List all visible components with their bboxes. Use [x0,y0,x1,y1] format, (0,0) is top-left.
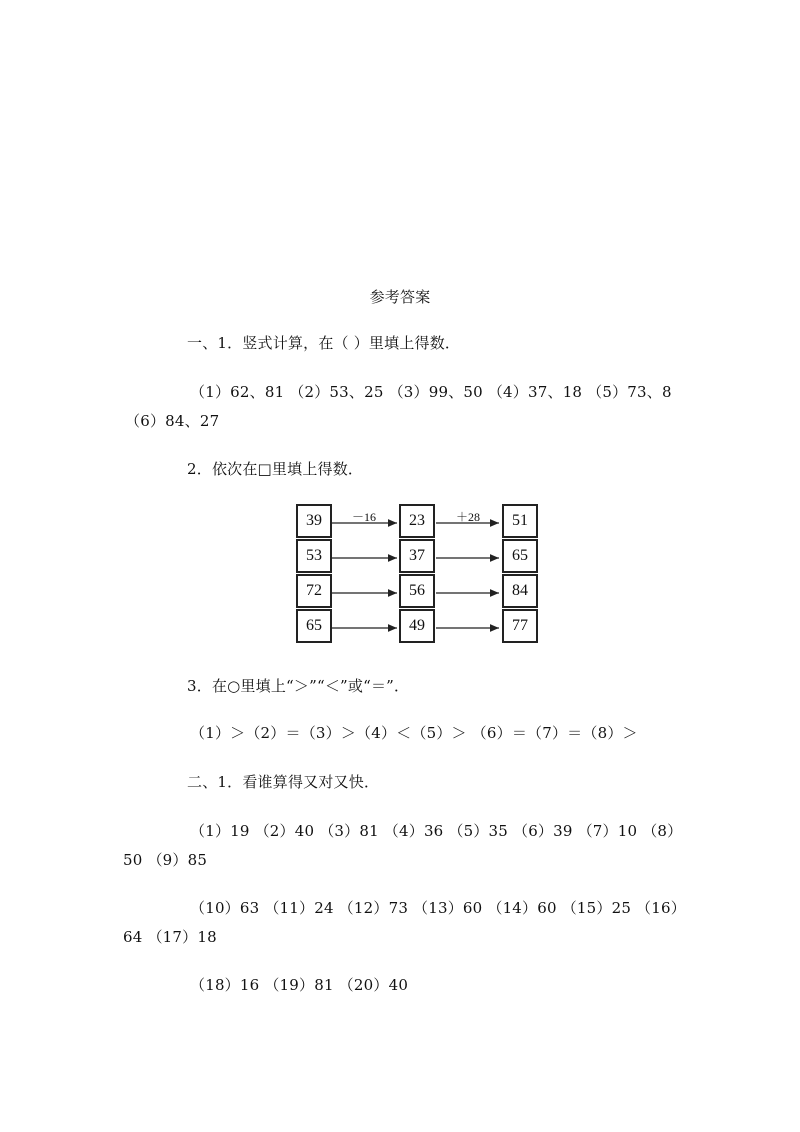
column-3 [502,504,538,644]
number-chain-diagram [294,500,540,650]
part2-answer-line-2b: 64 （17）18 [123,928,217,946]
q2-heading: 2．依次在□里填上得数． [187,460,364,478]
cell: 84 [502,574,538,608]
q3-answer: （1）＞（2）＝（3）＞（4）＜（5）＞ （6）＝（7）＝（8）＞ [190,724,638,742]
column-1 [296,504,332,644]
cell: 53 [296,539,332,573]
cell: 72 [296,574,332,608]
cell: 56 [399,574,435,608]
operation-label-plus: ＋28 [456,510,481,524]
page-title: 参考答案 [369,288,431,306]
q1-answer-line-1: （1）62、81 （2）53、25 （3）99、50 （4）37、18 （5）73、8 [190,383,672,401]
cell: 51 [502,504,538,538]
part2-answer-line-1a: （1）19 （2）40 （3）81 （4）36 （5）35 （6）39 （7）10 （8） [190,822,683,840]
operation-label-minus: －16 [352,510,377,524]
cell: 23 [399,504,435,538]
q3-heading: 3．在○里填上“＞”“＜”或“＝”． [187,677,410,695]
part2-answer-line-3: （18）16 （19）81 （20）40 [190,976,409,994]
cell: 65 [502,539,538,573]
q1-heading: 一、1．竖式计算，在（ ）里填上得数． [187,334,461,352]
part2-answer-line-2a: （10）63 （11）24 （12）73 （13）60 （14）60 （15）25 （16） [190,899,686,917]
q1-answer-line-2: （6）84、27 [125,412,220,430]
cell: 49 [399,609,435,643]
cell: 65 [296,609,332,643]
column-2 [399,504,435,644]
cell: 39 [296,504,332,538]
part2-q1-heading: 二、1．看谁算得又对又快． [187,773,380,791]
cell: 37 [399,539,435,573]
cell: 77 [502,609,538,643]
part2-answer-line-1b: 50 （9）85 [123,851,208,869]
